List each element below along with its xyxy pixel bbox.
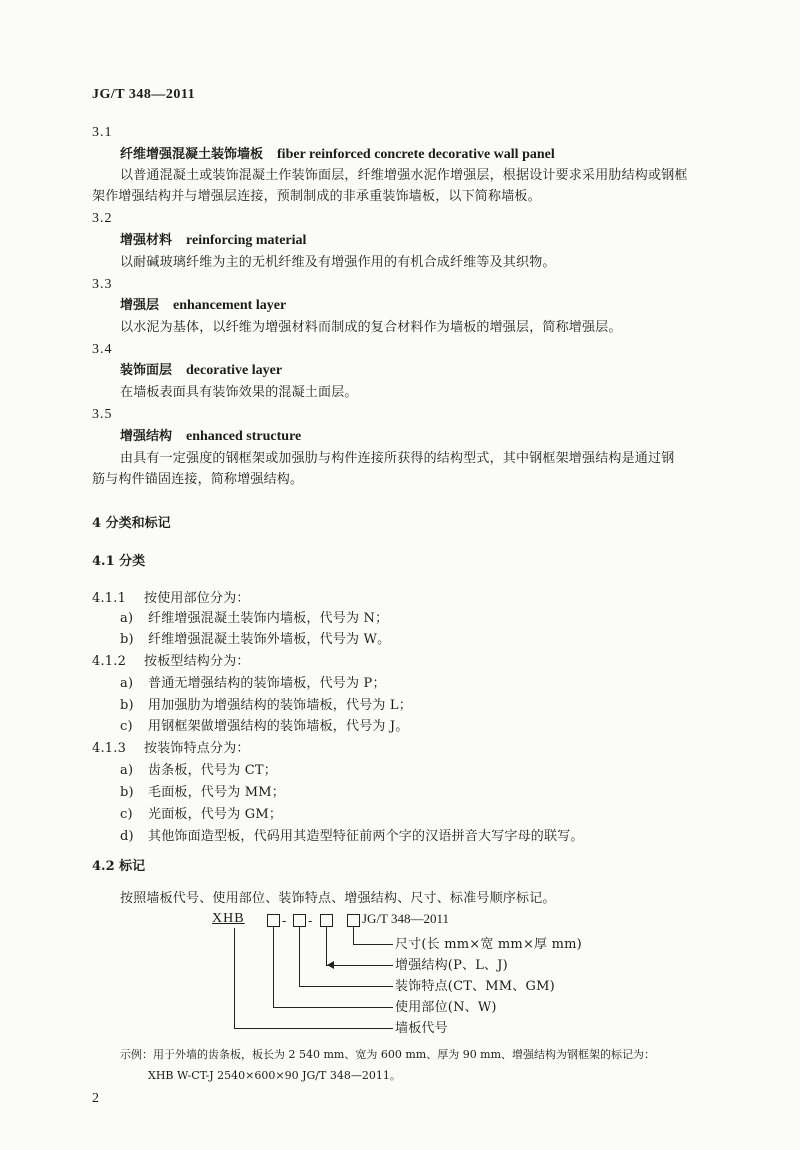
term-en: enhanced structure	[186, 429, 302, 444]
term-number: 3.4	[92, 342, 113, 357]
leader-line	[299, 927, 300, 986]
leader-line	[353, 927, 354, 944]
clause-text: 按板型结构分为：	[144, 654, 250, 669]
list-item-label: c)	[120, 719, 133, 734]
term-number: 3.2	[92, 211, 113, 226]
term-heading	[120, 232, 306, 250]
list-item-text: 齿条板，代号为 CT；	[148, 763, 277, 778]
term-en: reinforcing material	[186, 233, 307, 248]
term-en: decorative layer	[186, 363, 283, 378]
placeholder-box	[267, 914, 280, 927]
list-item-label: a)	[120, 763, 134, 778]
term-number: 3.3	[92, 277, 113, 292]
example-marking: XHB W-CT-J 2540×600×90 JG/T 348—2011。	[148, 1069, 401, 1082]
example-text: 示例：用于外墙的齿条板，板长为 2 540 mm、宽为 600 mm、厚为 90 mm、增强结构为钢框架的标记为：	[120, 1048, 656, 1061]
diagram-label: 使用部位(N、W)	[395, 1000, 497, 1015]
list-item-text: 普通无增强结构的装饰墙板，代号为 P；	[148, 676, 386, 691]
clause-number: 4.1.2	[92, 654, 127, 669]
diagram-label: 增强结构(P、L、J)	[395, 958, 508, 973]
term-heading	[120, 362, 282, 380]
arrow-left-icon	[327, 961, 334, 969]
clause-text: 按装饰特点分为：	[144, 741, 250, 756]
page-number: 2	[92, 1091, 100, 1106]
clause-text: 按使用部位分为：	[144, 591, 250, 606]
list-item-text: 毛面板，代号为 MM；	[148, 785, 285, 800]
section-heading: 4 分类和标记	[92, 516, 171, 531]
clause-number: 4.1.3	[92, 741, 127, 756]
subsection-heading: 4.2 标记	[92, 859, 146, 874]
clause-number: 4.1.1	[92, 591, 127, 606]
leader-line	[234, 1028, 393, 1029]
term-definition-line: 筋与构件锚固连接，简称增强结构。	[92, 472, 304, 487]
subsection-heading: 4.1 分类	[92, 554, 146, 569]
diagram-standard: JG/T 348—2011	[362, 911, 450, 926]
diagram-label: 装饰特点(CT、MM、GM)	[395, 979, 555, 994]
marking-intro: 按照墙板代号、使用部位、装饰特点、增强结构、尺寸、标准号顺序标记。	[120, 891, 556, 906]
list-item-label: c)	[120, 807, 133, 822]
list-item-text: 用加强肋为增强结构的装饰墙板，代号为 L；	[148, 698, 412, 713]
term-en: fiber reinforced concrete decorative wall panel	[277, 147, 555, 162]
placeholder-box	[320, 914, 333, 927]
list-item-label: b)	[120, 785, 134, 800]
leader-line	[273, 927, 274, 1007]
list-item-label: a)	[120, 676, 134, 691]
leader-line	[326, 927, 327, 965]
term-number: 3.1	[92, 125, 113, 140]
leader-line	[273, 1007, 393, 1008]
term-definition-line: 以水泥为基体，以纤维为增强材料而制成的复合材料作为墙板的增强层，简称增强层。	[120, 320, 622, 335]
list-item-text: 纤维增强混凝土装饰外墙板，代号为 W。	[148, 632, 391, 647]
diagram-label: 尺寸(长 mm×宽 mm×厚 mm)	[395, 937, 582, 952]
document-code-header: JG/T 348—2011	[92, 87, 196, 102]
term-definition-line: 以耐碱玻璃纤维为主的无机纤维及有增强作用的有机合成纤维等及其织物。	[120, 255, 556, 270]
list-item-label: d)	[120, 829, 134, 844]
term-cn: 增强材料	[120, 233, 173, 248]
leader-line	[353, 944, 393, 945]
diagram-dash: -	[282, 913, 287, 928]
list-item-label: b)	[120, 698, 134, 713]
diagram-prefix: XHB	[212, 911, 245, 926]
placeholder-box	[293, 914, 306, 927]
list-item-label: a)	[120, 611, 134, 626]
leader-line	[234, 928, 235, 1028]
term-heading	[120, 428, 301, 446]
list-item-label: b)	[120, 632, 134, 647]
list-item-text: 用钢框架做增强结构的装饰墙板，代号为 J。	[148, 719, 409, 734]
term-heading	[120, 146, 555, 164]
leader-line	[299, 986, 393, 987]
term-cn: 增强层	[120, 298, 160, 313]
term-definition-line: 架作增强结构并与增强层连接，预制制成的非承重装饰墙板，以下简称墙板。	[92, 189, 541, 204]
diagram-dash: -	[308, 913, 313, 928]
leader-line	[326, 965, 393, 966]
term-definition-line: 在墙板表面具有装饰效果的混凝土面层。	[120, 385, 358, 400]
term-cn: 装饰面层	[120, 363, 173, 378]
term-en: enhancement layer	[173, 298, 287, 313]
list-item-text: 其他饰面造型板，代码用其造型特征前两个字的汉语拼音大写字母的联写。	[148, 829, 584, 844]
term-cn: 增强结构	[120, 429, 173, 444]
list-item-text: 纤维增强混凝土装饰内墙板，代号为 N；	[148, 611, 389, 626]
diagram-label: 墙板代号	[395, 1021, 448, 1036]
term-definition-line: 以普通混凝土或装饰混凝土作装饰面层，纤维增强水泥作增强层，根据设计要求采用肋结构或钢框	[120, 168, 688, 183]
term-definition-line: 由具有一定强度的钢框架或加强肋与构件连接所获得的结构型式，其中钢框架增强结构是通过钢	[120, 451, 675, 466]
term-heading	[120, 297, 286, 315]
term-number: 3.5	[92, 407, 113, 422]
list-item-text: 光面板，代号为 GM；	[148, 807, 283, 822]
term-cn: 纤维增强混凝土装饰墙板	[120, 147, 264, 162]
placeholder-box	[347, 914, 360, 927]
